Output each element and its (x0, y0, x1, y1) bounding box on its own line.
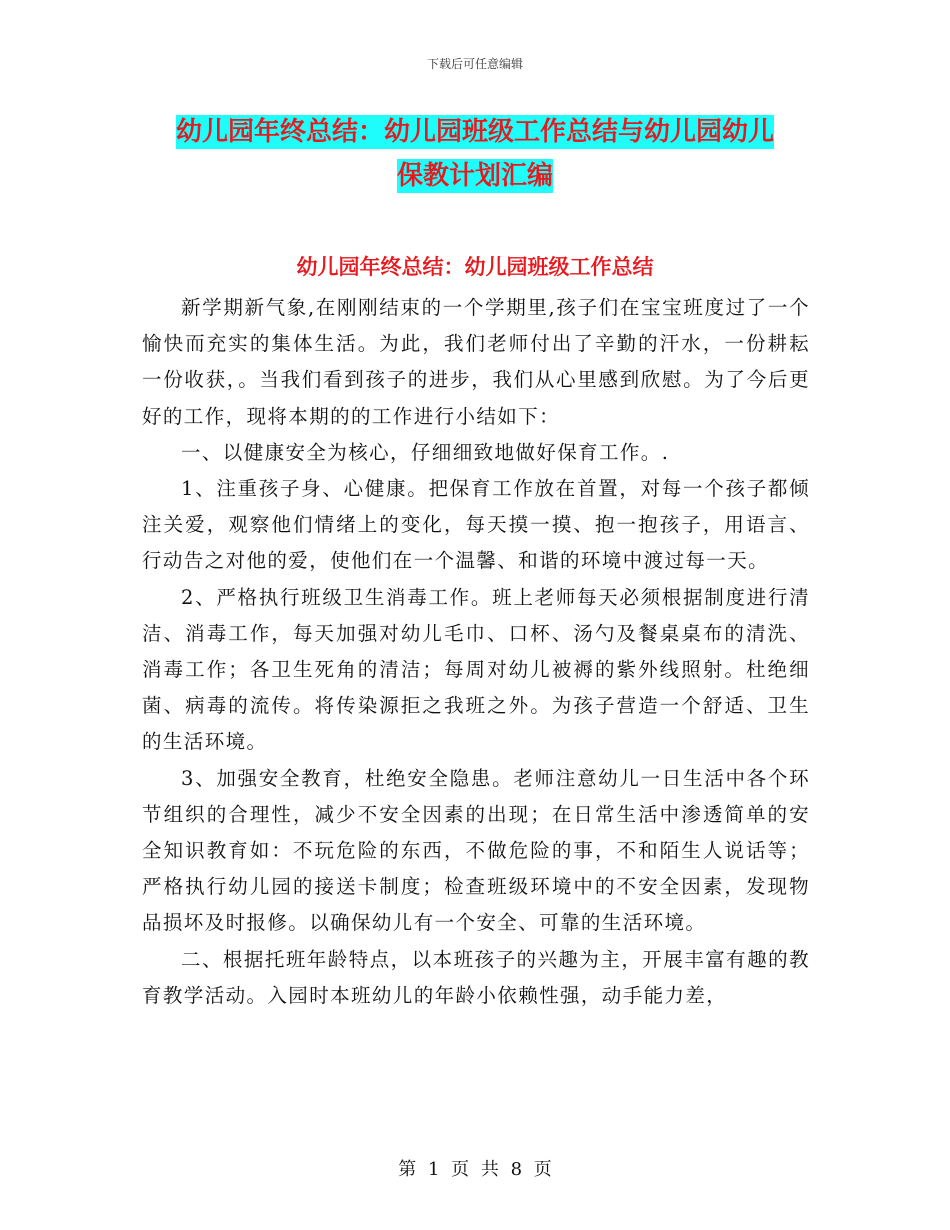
paragraph: 二、根据托班年龄特点，以本班孩子的兴趣为主，开展丰富有趣的教育教学活动。入园时本班幼儿的年龄小依赖性强，动手能力差， (142, 947, 810, 1007)
section-title: 幼儿园年终总结：幼儿园班级工作总结 (296, 255, 654, 279)
paragraph: 3、加强安全教育，杜绝安全隐患。老师注意幼儿一日生活中各个环节组织的合理性，减少不安全因素的出现；在日常生活中渗透简单的安全知识教育如：不玩危险的东西，不做危险的事，不和陌生人说话等；严格执行幼儿园的接送卡制度；检查班级环境中的不安全因素，发现物品损坏及时报修。以确保幼儿有一个安全、可靠的生活环境。 (142, 766, 810, 935)
paragraph: 新学期新气象,在刚刚结束的一个学期里,孩子们在宝宝班度过了一个愉快而充实的集体生活。为此，我们老师付出了辛勤的汗水，一份耕耘一份收获，。当我们看到孩子的进步，我们从心里感到欣慰。为了今后更好的工作，现将本期的的工作进行小结如下： (142, 296, 810, 428)
title-line-1: 幼儿园年终总结：幼儿园班级工作总结与幼儿园幼儿 (175, 117, 774, 147)
paragraph: 2、严格执行班级卫生消毒工作。班上老师每天必须根据制度进行清洁、消毒工作，每天加强对幼儿毛巾、口杯、汤勺及餐桌桌布的清洗、消毒工作；各卫生死角的清洁；每周对幼儿被褥的紫外线照射。杜绝细菌、病毒的流传。将传染源拒之我班之外。为孩子营造一个舒适、卫生的生活环境。 (142, 585, 810, 754)
body-text (142, 290, 810, 1014)
page-footer: 第 1 页 共 8 页 (398, 1159, 552, 1180)
paragraph: 1、注重孩子身、心健康。把保育工作放在首置，对每一个孩子都倾注关爱，观察他们情绪上的变化，每天摸一摸、抱一抱孩子，用语言、行动告之对他的爱，使他们在一个温馨、和谐的环境中渡过每一天。 (142, 477, 810, 573)
title-line-2: 保教计划汇编 (396, 161, 553, 191)
document-title (145, 110, 805, 198)
paragraph: 一、以健康安全为核心，仔细细致地做好保育工作。. (181, 440, 670, 464)
header-note: 下载后可任意编辑 (426, 57, 523, 71)
